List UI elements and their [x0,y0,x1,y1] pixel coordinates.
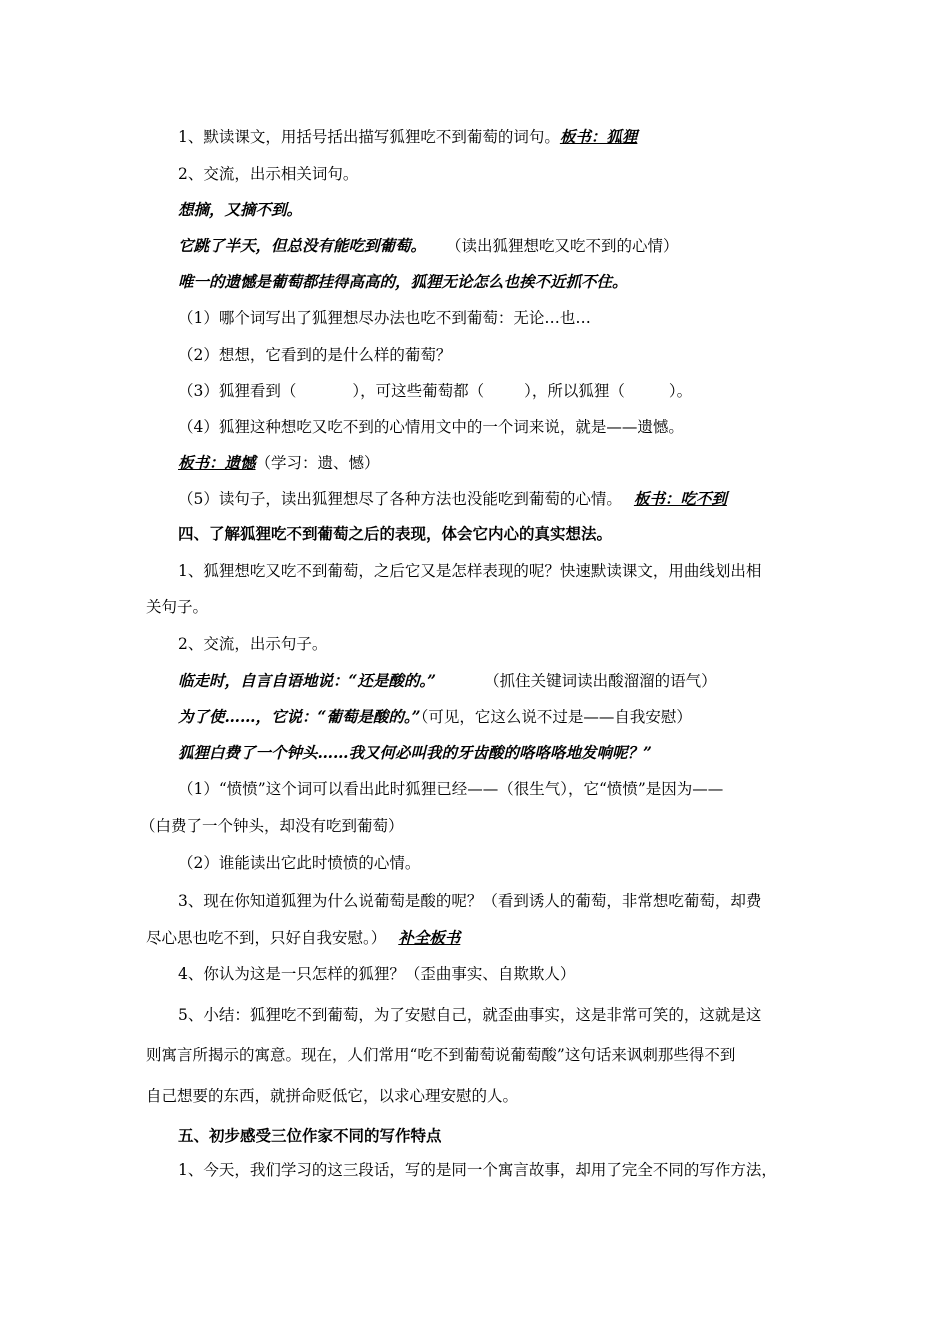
text-line [178,164,358,184]
step-text: 关句子。 [146,598,209,616]
question-text: （2）谁能读出它此时愤愤的心情。 [178,854,421,872]
section-heading [178,524,612,544]
summary-text: 自己想要的东西，就拼命贬低它，以求心理安慰的人。 [146,1087,519,1105]
text-line [178,891,761,911]
text-line [178,345,451,365]
step-text: 1、狐狸想吃又吃不到葡萄，之后它又是怎样表现的呢？快速默读课文，用曲线划出相 [178,562,762,580]
answer-text: （白费了一个钟头，却没有吃到葡萄） [140,817,404,835]
quoted-sentence [178,707,692,727]
step-text: 4、你认为这是一只怎样的狐狸？（歪曲事实、自欺欺人） [178,965,576,983]
question-text: （1）“愤愤”这个词可以看出此时狐狸已经——（很生气），它“愤愤”是因为—— [178,780,724,798]
text-line [178,127,637,147]
quoted-text: 狐狸白费了一个钟头……我又何必叫我的牙齿酸的咯咯咯地发响呢？” [178,743,652,762]
quoted-sentence [178,272,628,292]
text-line [178,853,420,873]
quoted-text: 唯一的遗憾是葡萄都挂得高高的，狐狸无论怎么也挨不近抓不住。 [178,272,628,291]
summary-text: 则寓言所揭示的寓意。现在，人们常用“吃不到葡萄说葡萄酸”这句话来讽刺那些得不到 [146,1046,736,1064]
text-line [178,453,380,473]
note-text: （学习：遗、憾） [255,454,380,472]
board-note: 补全板书 [398,928,461,947]
quoted-sentence [178,200,302,220]
note-text: （抓住关键词读出酸溜溜的语气） [484,672,717,690]
heading-text: 五、初步感受三位作家不同的写作特点 [178,1126,442,1145]
question-text: （5）读句子，读出狐狸想尽了各种方法也没能吃到葡萄的心情。 [178,490,622,508]
step-text: 尽心思也吃不到，只好自我安慰。） [146,929,387,947]
step-text: 2、交流，出示相关词句。 [178,165,359,183]
step-text: 1、今天，我们学习的这三段话，写的是同一个寓言故事，却用了完全不同的写作方法， [178,1161,777,1179]
board-note: 板书：狐狸 [559,127,638,146]
step-text: 1、默读课文，用括号括出描写狐狸吃不到葡萄的词句。 [178,128,560,146]
step-text: 2、交流，出示句子。 [178,635,328,653]
text-line [178,779,723,799]
text-line [140,816,404,836]
board-note: 板书：吃不到 [633,489,727,508]
quoted-text: 临走时，自言自语地说：“还是酸的。” [178,671,437,690]
note-text: （读出狐狸想吃又吃不到的心情） [446,237,679,255]
text-line [178,308,591,328]
question-text: ）。 [668,382,693,400]
heading-text: 四、了解狐狸吃不到葡萄之后的表现，体会它内心的真实想法。 [178,524,613,543]
question-text: （1）哪个词写出了狐狸想尽办法也吃不到葡萄：无论…也… [178,309,591,327]
text-line [146,1086,518,1106]
quoted-sentence [178,671,717,691]
question-text: ），可这些葡萄都（ [352,382,485,400]
board-note: 板书：遗憾 [178,453,256,472]
text-line [178,489,727,509]
text-line [178,417,684,437]
question-text: （4）狐狸这种想吃又吃不到的心情用文中的一个词来说，就是——遗憾。 [178,418,684,436]
question-text: ），所以狐狸（ [524,382,625,400]
question-text: （3）狐狸看到（ [178,382,297,400]
text-line [178,1160,777,1180]
quoted-text: 为了使……，它说：“葡萄是酸的。” [178,707,421,726]
note-text: （可见，它这么说不过是——自我安慰） [420,708,692,726]
text-line [146,1045,735,1065]
question-text: （2）想想，它看到的是什么样的葡萄？ [178,346,452,364]
section-heading [178,1126,442,1146]
text-line [178,561,761,581]
text-line [178,964,575,984]
quoted-text: 想摘，又摘不到。 [178,200,303,219]
step-text: 3、现在你知道狐狸为什么说葡萄是酸的呢？（看到诱人的葡萄，非常想吃葡萄，却费 [178,892,762,910]
text-line [178,1005,761,1025]
quoted-sentence [178,236,679,256]
quoted-text: 它跳了半天，但总没有能吃到葡萄。 [178,236,427,255]
quoted-sentence [178,743,652,763]
text-line [146,928,460,948]
fill-blank-line [178,381,692,401]
summary-text: 5、小结：狐狸吃不到葡萄，为了安慰自己，就歪曲事实，这是非常可笑的，这就是这 [178,1006,762,1024]
text-line [146,597,208,617]
text-line [178,634,327,654]
